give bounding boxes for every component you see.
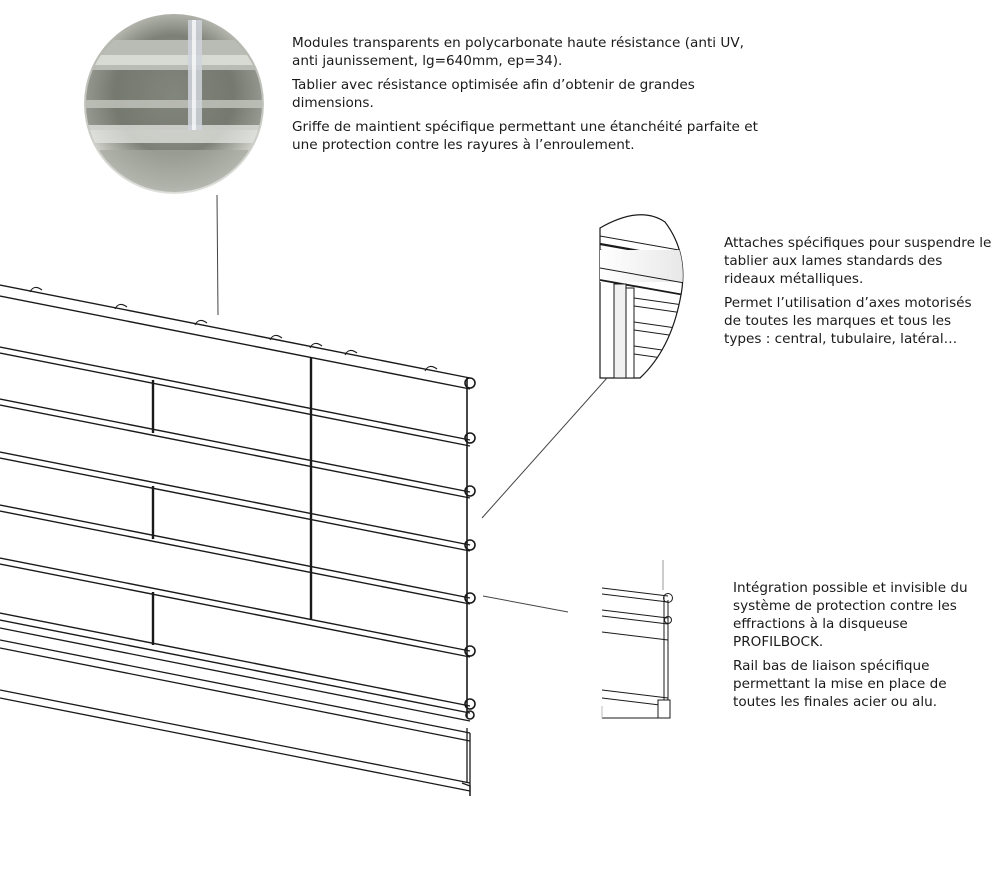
module-photo-detail	[80, 14, 280, 200]
callout-top-line-3: Griffe de maintient spécifique permettant une étanchéité parfaite et une protection contre les rayures à l’enroulement.	[292, 119, 758, 153]
callout-top	[292, 34, 762, 160]
bottom-rail	[0, 628, 470, 796]
claw-top-edge	[0, 285, 470, 378]
claw-hinges	[30, 287, 437, 371]
callout-top-line-1: Modules transparents en polycarbonate haute résistance (anti UV, anti jaunissement, lg=640mm, ep=34).	[292, 35, 744, 69]
callout-bottom-line-1: Intégration possible et invisible du système de protection contre les effractions à la disqueuse PROFILBOCK.	[733, 580, 968, 650]
leader-line-photo	[217, 195, 218, 315]
leader-line-rail	[483, 596, 568, 612]
callout-middle-line-1: Attaches spécifiques pour suspendre le tablier aux lames standards des rideaux métalliques.	[724, 235, 992, 287]
curtain-panel	[0, 285, 475, 796]
claw-top-edge-lower	[0, 296, 470, 389]
attachment-detail	[600, 215, 690, 378]
callout-bottom	[733, 579, 993, 717]
callout-top-line-2: Tablier avec résistance optimisée afin d’obtenir de grandes dimensions.	[292, 77, 695, 111]
module-joints	[153, 358, 311, 645]
leader-line-attachment	[482, 378, 607, 518]
slat-lines	[0, 347, 470, 713]
callout-middle	[724, 234, 992, 354]
bottom-rail-detail	[602, 560, 673, 718]
callout-bottom-line-2: Rail bas de liaison spécifique permettant la mise en place de toutes les finales acier ou alu.	[733, 658, 947, 710]
callout-middle-line-2: Permet l’utilisation d’axes motorisés de toutes les marques et tous les types : central, tubulaire, latéral…	[724, 295, 972, 347]
